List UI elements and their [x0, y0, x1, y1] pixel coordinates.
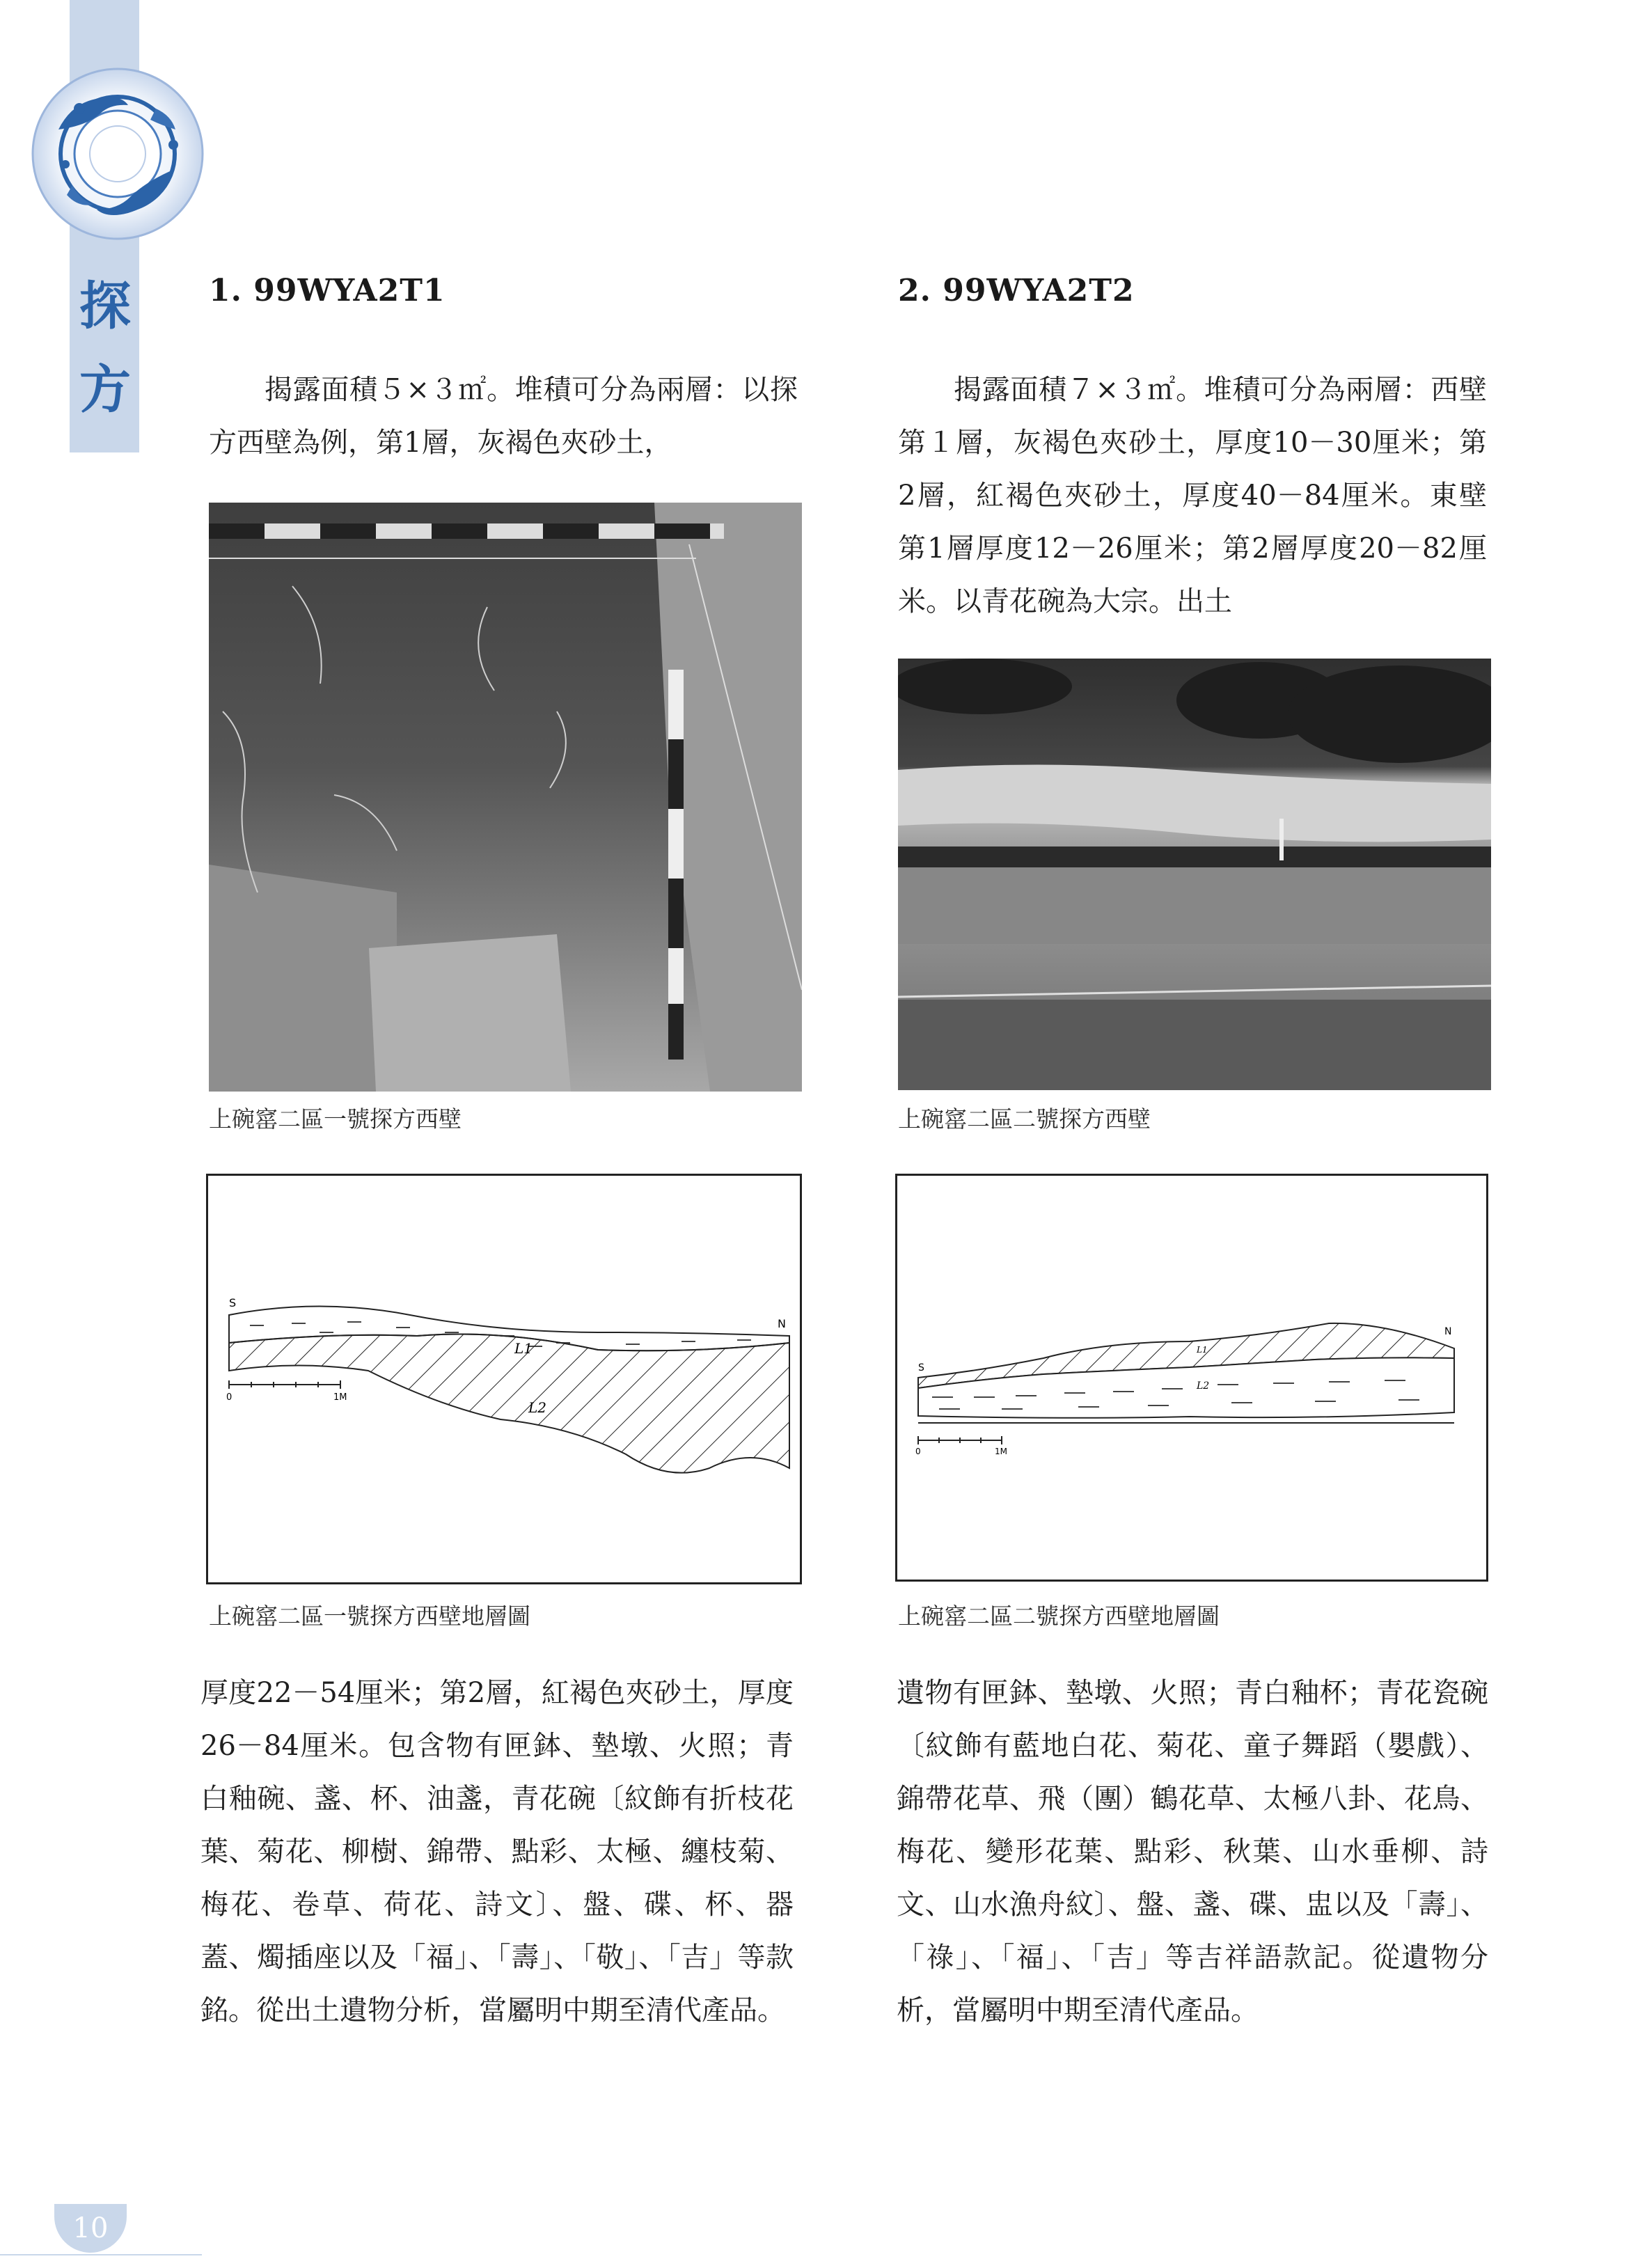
section-label-l2: L2 — [528, 1399, 547, 1416]
scale-zero-label: 0 — [226, 1392, 233, 1403]
page-number: 10 — [54, 2204, 127, 2253]
photo-caption-t2: 上碗窰二區二號探方西壁 — [898, 1105, 1151, 1133]
scale-1m-label: 1M — [995, 1447, 1007, 1456]
photo-caption-t1: 上碗窰二區一號探方西壁 — [209, 1105, 462, 1133]
section-label-l2: L2 — [1197, 1380, 1210, 1392]
section-label-l1: L1 — [514, 1340, 533, 1357]
sidebar-label-char-1: 探 — [79, 276, 131, 336]
section-heading-t2: 2. 99WYA2T2 — [898, 273, 1135, 308]
paragraph-t1-intro: 揭露面積５×３㎡。堆積可分為兩層：以探方西壁為例，第1層，灰褐色夾砂土， — [209, 374, 798, 459]
section-heading-t1: 1. 99WYA2T1 — [209, 273, 446, 308]
scale-1m-label: 1M — [333, 1392, 347, 1403]
paragraph-t2-body: 遺物有匣鉢、墊墩、火照；青白釉杯；青花瓷碗〔紋飾有藍地白花、菊花、童子舞蹈（嬰戲）、錦帶花草、飛（團）鶴花草、太極八卦、花鳥、梅花、變形花葉、點彩、秋葉、山水垂柳、詩文、山水漁舟紋〕、盤、盞、碟、盅以及「壽」、「祿」、「福」、「吉」等吉祥語款記。從遺物分析，當屬明中期至清代產品。 — [897, 1677, 1488, 2026]
footer-rule — [0, 2254, 202, 2255]
section-label-l1: L1 — [1197, 1345, 1208, 1355]
scale-zero-label: 0 — [915, 1447, 921, 1456]
stratigraphy-diagram-t1 — [206, 1174, 802, 1584]
section-caption-t1: 上碗窰二區一號探方西壁地層圖 — [209, 1602, 530, 1630]
sidebar-label-char-2: 方 — [79, 360, 131, 420]
photo-t1-west-wall — [209, 503, 802, 1092]
section-caption-t2: 上碗窰二區二號探方西壁地層圖 — [898, 1602, 1220, 1630]
stratigraphy-diagram-t2 — [895, 1174, 1488, 1582]
section-label-n: N — [778, 1317, 786, 1330]
paragraph-t2-intro: 揭露面積７×３㎡。堆積可分為兩層：西壁第１層，灰褐色夾砂土，厚度10－30厘米；第2層，紅褐色夾砂土，厚度40－84厘米。東壁第1層厚度12－26厘米；第2層厚度20－82厘米。以青花碗為大宗。出土 — [898, 374, 1487, 617]
photo-t2-west-wall — [898, 659, 1491, 1090]
section-label-s: S — [229, 1296, 237, 1309]
section-label-n: N — [1444, 1326, 1452, 1337]
paragraph-t1-body: 厚度22－54厘米；第2層，紅褐色夾砂土，厚度26－84厘米。包含物有匣鉢、墊墩、火照；青白釉碗、盞、杯、油盞，青花碗〔紋飾有折枝花葉、菊花、柳樹、錦帶、點彩、太極、纏枝菊、梅花、卷草、荷花、詩文〕、盤、碟、杯、器蓋、燭插座以及「福」、「壽」、「敬」、「吉」等款銘。從出土遺物分析，當屬明中期至清代產品。 — [200, 1677, 794, 2026]
porcelain-medallion-icon — [31, 67, 205, 241]
section-label-s: S — [918, 1362, 924, 1373]
sidebar-section-label — [74, 265, 136, 432]
